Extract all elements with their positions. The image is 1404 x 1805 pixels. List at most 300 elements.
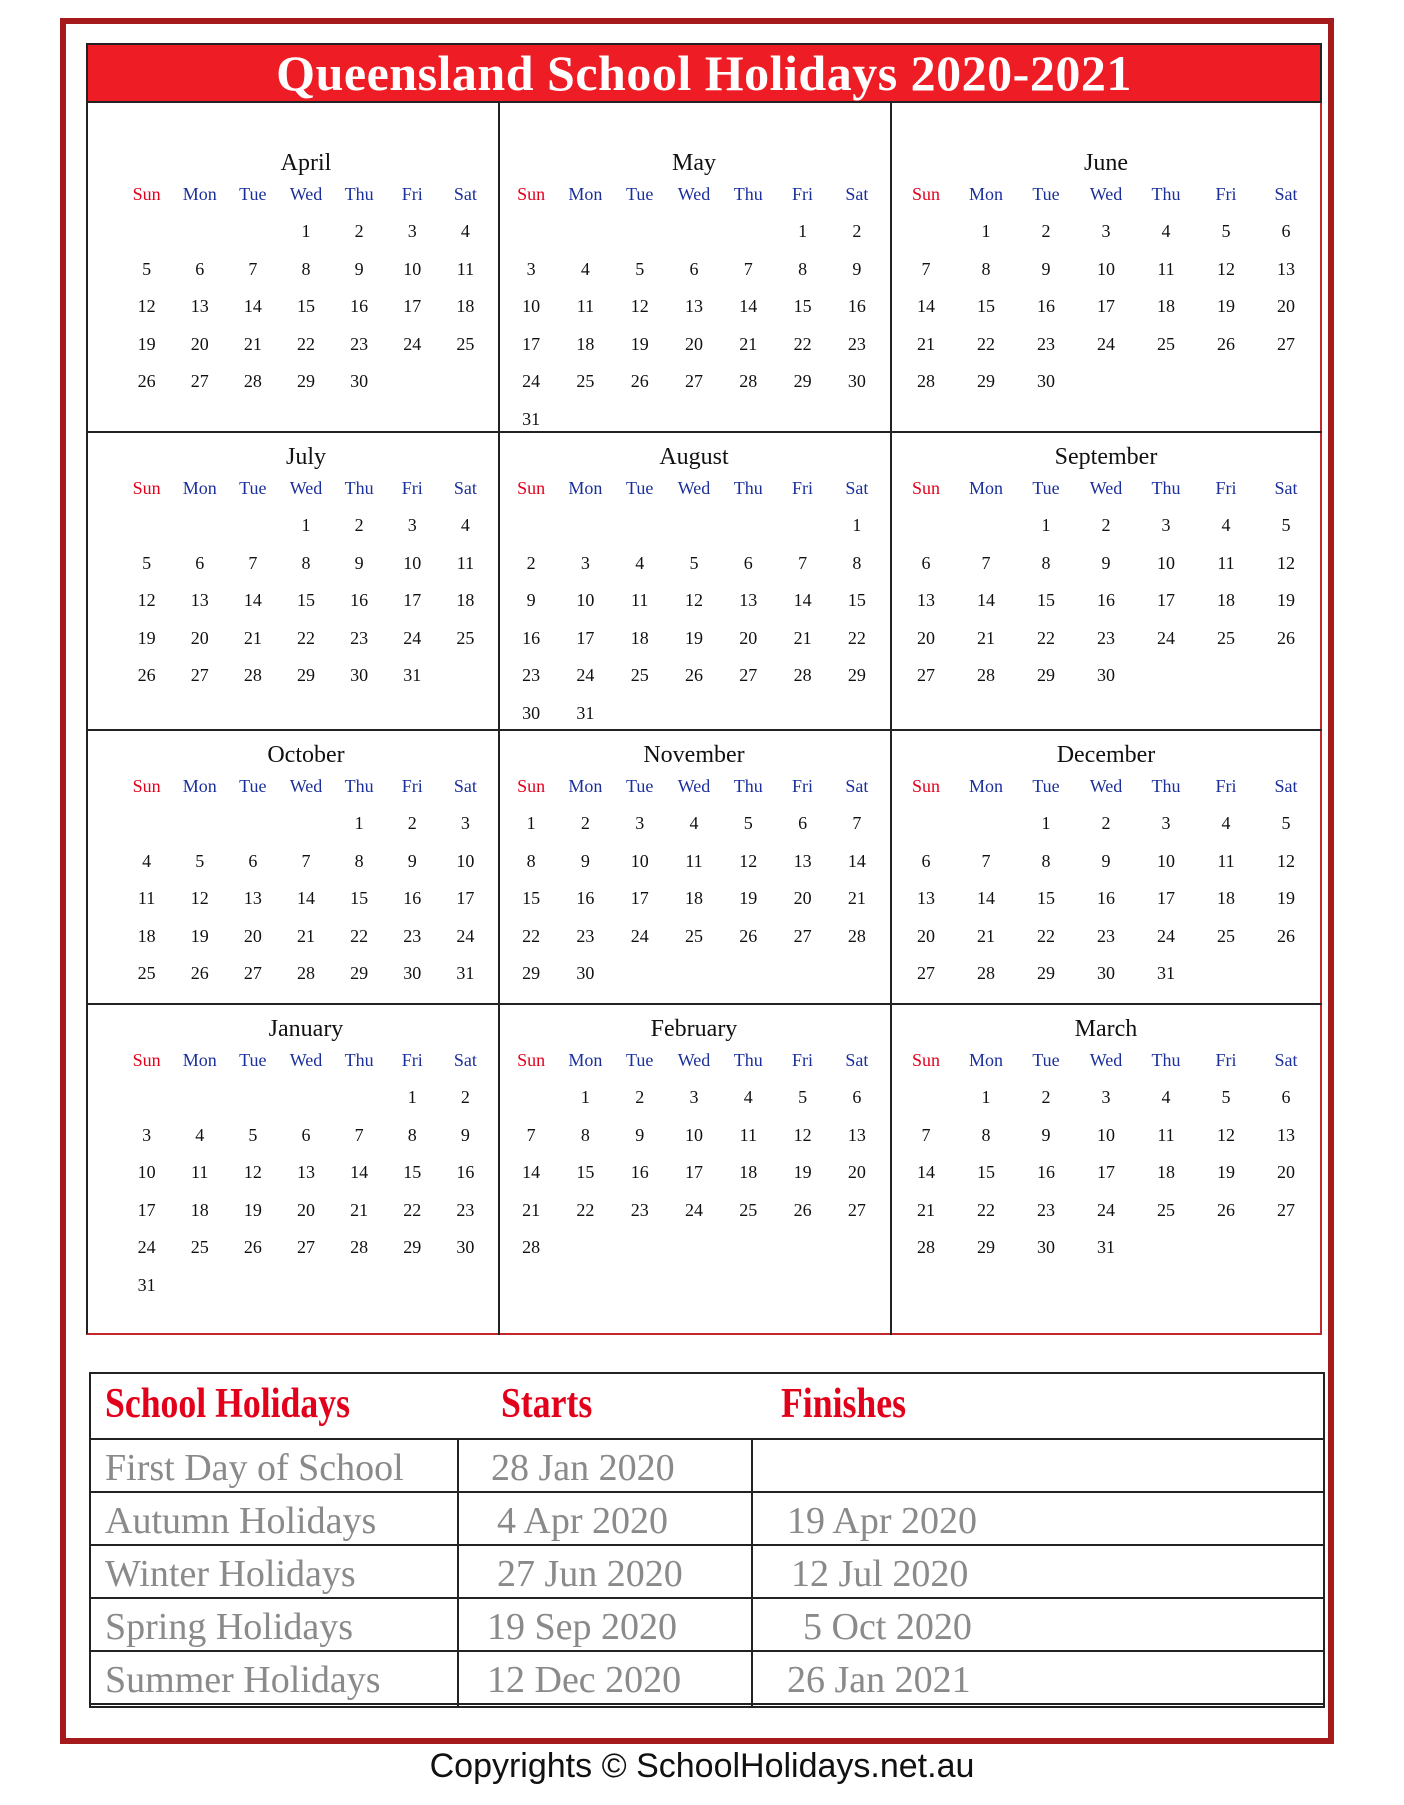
day-number: 12 xyxy=(1277,552,1295,573)
day-number: 25 xyxy=(1217,925,1235,946)
day-number: 10 xyxy=(1157,850,1175,871)
holidays-table-header xyxy=(91,1374,1323,1440)
weekday-label: Fri xyxy=(401,1050,423,1070)
weekday-label: Thu xyxy=(344,184,374,204)
day-number: 14 xyxy=(793,590,812,610)
day-number: 15 xyxy=(1037,590,1055,610)
day-number: 20 xyxy=(793,888,812,908)
day-number: 15 xyxy=(793,296,812,316)
weekday-label: Tue xyxy=(626,776,654,796)
day-number: 13 xyxy=(917,590,935,610)
empty-day xyxy=(226,216,279,254)
day-number: 10 xyxy=(1157,552,1175,573)
day-number: 18 xyxy=(456,590,475,610)
day-number: 23 xyxy=(1037,1199,1055,1220)
day-number: 30 xyxy=(1097,963,1115,983)
day-number: 4 xyxy=(1221,515,1231,535)
day-number: 4 xyxy=(142,850,152,871)
day-number: 28 xyxy=(522,1237,541,1257)
day-number: 29 xyxy=(296,665,315,685)
weekday-label: Sun xyxy=(911,184,940,204)
weekday-label: Fri xyxy=(1215,184,1237,204)
empty-day xyxy=(504,1082,558,1120)
day-number: 25 xyxy=(456,627,475,648)
day-number: 17 xyxy=(630,888,649,908)
day-number: 28 xyxy=(917,1237,935,1257)
table-row xyxy=(91,1546,1323,1599)
day-number: 17 xyxy=(403,296,422,316)
day-number: 3 xyxy=(526,258,536,279)
day-number: 28 xyxy=(296,963,315,983)
day-number: 14 xyxy=(243,296,262,316)
weekday-label: Wed xyxy=(289,478,323,498)
day-number: 7 xyxy=(921,258,931,279)
day-number: 19 xyxy=(137,333,156,354)
day-number: 5 xyxy=(635,258,645,279)
day-grid xyxy=(120,510,492,698)
day-number: 8 xyxy=(981,258,991,279)
weekday-header xyxy=(896,478,1316,499)
day-number: 27 xyxy=(684,371,703,391)
weekday-label: Fri xyxy=(401,184,423,204)
day-number: 23 xyxy=(1097,627,1115,648)
weekday-label: Thu xyxy=(344,776,374,796)
weekday-label: Sat xyxy=(845,776,869,796)
day-number: 26 xyxy=(1217,333,1235,354)
weekday-label: Sun xyxy=(132,478,161,498)
day-number: 4 xyxy=(1161,1087,1171,1107)
day-number: 12 xyxy=(1217,1124,1235,1145)
day-number: 24 xyxy=(403,333,422,354)
day-number: 31 xyxy=(1157,963,1175,983)
day-number: 8 xyxy=(981,1124,991,1145)
day-number: 4 xyxy=(1161,221,1171,241)
day-number: 27 xyxy=(190,371,209,391)
month-november xyxy=(504,742,884,1012)
day-number: 7 xyxy=(526,1124,536,1145)
holiday-name: First Day of School xyxy=(105,1447,404,1489)
day-number: 16 xyxy=(576,888,595,908)
day-number: 26 xyxy=(137,371,156,391)
day-number: 25 xyxy=(190,1237,209,1257)
page-title: Queensland School Holidays 2020-2021 xyxy=(276,45,1132,101)
table-row xyxy=(91,1599,1323,1652)
day-number: 27 xyxy=(296,1237,315,1257)
day-number: 30 xyxy=(456,1237,475,1257)
day-number: 11 xyxy=(456,258,475,279)
day-number: 26 xyxy=(684,665,703,685)
day-number: 2 xyxy=(580,813,590,833)
day-number: 15 xyxy=(403,1162,422,1182)
month-name: February xyxy=(650,1016,738,1042)
day-grid xyxy=(120,1082,492,1307)
day-number: 8 xyxy=(1041,850,1051,871)
day-number: 30 xyxy=(522,702,541,723)
weekday-label: Tue xyxy=(626,478,654,498)
weekday-label: Wed xyxy=(289,184,323,204)
day-number: 24 xyxy=(684,1199,703,1220)
day-number: 31 xyxy=(576,702,595,723)
day-number: 17 xyxy=(1097,296,1115,316)
day-number: 8 xyxy=(852,552,862,573)
day-number: 6 xyxy=(248,850,258,871)
day-number: 22 xyxy=(296,333,315,354)
day-number: 30 xyxy=(350,371,369,391)
day-number: 21 xyxy=(243,627,262,648)
table-row xyxy=(91,1440,1323,1493)
day-grid xyxy=(896,1082,1316,1270)
weekday-label: Thu xyxy=(733,478,763,498)
day-number: 15 xyxy=(977,296,995,316)
day-number: 25 xyxy=(456,333,475,354)
day-number: 12 xyxy=(684,590,703,610)
empty-day xyxy=(613,216,667,254)
day-number: 23 xyxy=(1097,925,1115,946)
day-number: 29 xyxy=(793,371,812,391)
weekday-label: Tue xyxy=(239,478,267,498)
day-number: 4 xyxy=(195,1124,205,1145)
day-number: 29 xyxy=(296,371,315,391)
day-number: 29 xyxy=(847,665,866,685)
day-number: 29 xyxy=(350,963,369,983)
weekday-label: Sun xyxy=(911,478,940,498)
weekday-label: Sun xyxy=(132,776,161,796)
day-number: 9 xyxy=(354,552,364,573)
table-col-divider-2 xyxy=(751,1440,753,1706)
weekday-label: Sun xyxy=(132,1050,161,1070)
day-number: 20 xyxy=(243,925,262,946)
month-january xyxy=(120,1016,492,1295)
weekday-header xyxy=(504,1050,884,1071)
day-number: 1 xyxy=(1041,515,1051,535)
day-number: 3 xyxy=(407,515,417,535)
weekday-label: Sun xyxy=(517,478,546,498)
empty-day xyxy=(279,1082,332,1120)
day-number: 10 xyxy=(630,850,649,871)
day-number: 27 xyxy=(190,665,209,685)
day-number: 11 xyxy=(576,296,595,316)
day-number: 30 xyxy=(1037,371,1055,391)
weekday-label: Thu xyxy=(1151,184,1181,204)
day-number: 19 xyxy=(137,627,156,648)
day-number: 23 xyxy=(576,925,595,946)
day-number: 19 xyxy=(630,333,649,354)
day-number: 7 xyxy=(981,850,991,871)
day-number: 17 xyxy=(1157,590,1175,610)
month-july xyxy=(120,444,492,714)
weekday-header xyxy=(896,776,1316,797)
day-number: 10 xyxy=(456,850,475,871)
day-grid xyxy=(896,510,1316,698)
header-finishes: Finishes xyxy=(781,1381,906,1427)
day-number: 9 xyxy=(1041,1124,1051,1145)
weekday-label: Tue xyxy=(626,184,654,204)
day-number: 29 xyxy=(1037,963,1055,983)
day-number: 8 xyxy=(354,850,364,871)
day-number: 19 xyxy=(739,888,758,908)
weekday-label: Thu xyxy=(1151,1050,1181,1070)
weekday-label: Sat xyxy=(845,1050,869,1070)
weekday-label: Sat xyxy=(1274,776,1298,796)
day-number: 4 xyxy=(460,221,470,241)
day-number: 22 xyxy=(977,1199,995,1220)
day-number: 2 xyxy=(635,1087,645,1107)
day-number: 18 xyxy=(1217,590,1235,610)
day-number: 18 xyxy=(739,1162,758,1182)
day-number: 16 xyxy=(847,296,866,316)
day-number: 11 xyxy=(1157,258,1175,279)
weekday-label: Mon xyxy=(182,776,217,796)
day-number: 2 xyxy=(354,221,364,241)
day-number: 9 xyxy=(460,1124,470,1145)
day-number: 20 xyxy=(1277,1162,1295,1182)
day-number: 14 xyxy=(917,1162,935,1182)
weekday-label: Wed xyxy=(677,776,711,796)
day-number: 31 xyxy=(403,665,422,685)
weekday-header xyxy=(120,478,492,499)
day-number: 5 xyxy=(743,813,753,833)
day-number: 15 xyxy=(1037,888,1055,908)
day-number: 11 xyxy=(1217,850,1235,871)
day-number: 8 xyxy=(301,258,311,279)
day-number: 20 xyxy=(296,1199,315,1220)
weekday-label: Thu xyxy=(733,184,763,204)
day-number: 20 xyxy=(739,627,758,648)
day-number: 7 xyxy=(981,552,991,573)
day-number: 26 xyxy=(1217,1199,1235,1220)
day-number: 13 xyxy=(190,590,209,610)
day-number: 25 xyxy=(630,665,649,685)
day-number: 2 xyxy=(1101,515,1111,535)
day-number: 17 xyxy=(1157,888,1175,908)
day-number: 29 xyxy=(977,371,995,391)
day-number: 3 xyxy=(1161,515,1171,535)
day-number: 4 xyxy=(635,552,645,573)
day-number: 26 xyxy=(739,925,758,946)
day-number: 19 xyxy=(1217,1162,1235,1182)
day-number: 19 xyxy=(684,627,703,648)
day-number: 7 xyxy=(301,850,311,871)
weekday-header xyxy=(120,1050,492,1071)
day-number: 1 xyxy=(1041,813,1051,833)
empty-day xyxy=(226,808,279,846)
day-number: 20 xyxy=(190,627,209,648)
day-number: 19 xyxy=(1277,590,1295,610)
day-number: 13 xyxy=(243,888,262,908)
day-number: 19 xyxy=(190,925,209,946)
day-number: 28 xyxy=(917,371,935,391)
day-number: 27 xyxy=(1277,333,1295,354)
day-number: 6 xyxy=(798,813,808,833)
holiday-name: Spring Holidays xyxy=(105,1606,354,1648)
day-number: 26 xyxy=(630,371,649,391)
day-number: 5 xyxy=(1281,515,1291,535)
day-number: 24 xyxy=(456,925,475,946)
day-number: 17 xyxy=(576,627,595,648)
day-number: 23 xyxy=(350,333,369,354)
day-number: 27 xyxy=(917,963,935,983)
day-number: 24 xyxy=(1097,333,1115,354)
day-number: 13 xyxy=(793,850,812,871)
month-december xyxy=(896,742,1316,1012)
day-number: 3 xyxy=(580,552,590,573)
weekday-label: Sun xyxy=(911,776,940,796)
day-number: 13 xyxy=(739,590,758,610)
day-number: 9 xyxy=(1101,850,1111,871)
weekday-label: Sat xyxy=(845,478,869,498)
day-number: 22 xyxy=(977,333,995,354)
day-number: 11 xyxy=(1157,1124,1175,1145)
weekday-label: Sat xyxy=(1274,184,1298,204)
day-grid xyxy=(504,510,884,735)
day-number: 17 xyxy=(137,1199,156,1220)
weekday-label: Wed xyxy=(1089,1050,1123,1070)
day-number: 1 xyxy=(852,515,862,535)
day-number: 21 xyxy=(847,888,866,908)
day-number: 16 xyxy=(1097,590,1115,610)
weekday-label: Fri xyxy=(792,184,814,204)
day-number: 20 xyxy=(684,333,703,354)
day-number: 15 xyxy=(977,1162,995,1182)
day-number: 24 xyxy=(630,925,649,946)
day-number: 23 xyxy=(847,333,866,354)
weekday-label: Sat xyxy=(453,478,477,498)
day-grid xyxy=(504,216,884,441)
day-number: 2 xyxy=(354,515,364,535)
day-number: 20 xyxy=(917,627,935,648)
day-number: 12 xyxy=(1277,850,1295,871)
day-number: 29 xyxy=(403,1237,422,1257)
weekday-label: Sat xyxy=(453,776,477,796)
day-number: 16 xyxy=(1097,888,1115,908)
day-number: 12 xyxy=(739,850,758,871)
day-number: 21 xyxy=(917,333,935,354)
weekday-label: Fri xyxy=(792,478,814,498)
empty-day xyxy=(721,216,775,254)
day-number: 3 xyxy=(1101,1087,1111,1107)
weekday-label: Mon xyxy=(182,184,217,204)
day-number: 21 xyxy=(917,1199,935,1220)
weekday-label: Sat xyxy=(1274,1050,1298,1070)
day-number: 9 xyxy=(852,258,862,279)
day-number: 27 xyxy=(243,963,262,983)
day-number: 3 xyxy=(635,813,645,833)
day-number: 22 xyxy=(296,627,315,648)
day-number: 28 xyxy=(977,665,995,685)
empty-day xyxy=(956,510,1016,548)
day-number: 20 xyxy=(917,925,935,946)
empty-day xyxy=(504,216,558,254)
holiday-start: 19 Sep 2020 xyxy=(487,1606,677,1648)
day-number: 10 xyxy=(684,1124,703,1145)
empty-day xyxy=(120,510,173,548)
day-number: 16 xyxy=(456,1162,475,1182)
day-number: 15 xyxy=(296,590,315,610)
weekday-label: Thu xyxy=(344,1050,374,1070)
day-number: 17 xyxy=(403,590,422,610)
day-number: 10 xyxy=(403,258,422,279)
day-number: 5 xyxy=(142,552,152,573)
empty-day xyxy=(173,510,226,548)
day-number: 24 xyxy=(1157,627,1175,648)
day-number: 18 xyxy=(1157,1162,1175,1182)
day-number: 9 xyxy=(580,850,590,871)
table-row xyxy=(91,1652,1323,1705)
day-grid xyxy=(504,808,884,996)
day-number: 3 xyxy=(1161,813,1171,833)
weekday-label: Sat xyxy=(1274,478,1298,498)
day-number: 22 xyxy=(847,627,866,648)
day-grid xyxy=(896,808,1316,996)
grid-divider-v1 xyxy=(498,103,500,1335)
month-october xyxy=(120,742,492,1012)
empty-day xyxy=(896,510,956,548)
day-number: 7 xyxy=(798,552,808,573)
day-number: 7 xyxy=(743,258,753,279)
weekday-label: Sun xyxy=(517,776,546,796)
day-grid xyxy=(120,216,492,404)
empty-day xyxy=(558,216,612,254)
day-number: 6 xyxy=(921,850,931,871)
weekday-label: Tue xyxy=(1032,184,1060,204)
empty-day xyxy=(667,510,721,548)
day-number: 2 xyxy=(1041,1087,1051,1107)
day-number: 19 xyxy=(243,1199,262,1220)
empty-day xyxy=(896,216,956,254)
day-number: 11 xyxy=(739,1124,757,1145)
day-number: 18 xyxy=(1217,888,1235,908)
header-starts: Starts xyxy=(501,1381,593,1427)
day-number: 13 xyxy=(296,1162,315,1182)
day-number: 16 xyxy=(522,627,541,648)
day-number: 2 xyxy=(526,552,536,573)
weekday-label: Mon xyxy=(568,1050,603,1070)
day-number: 1 xyxy=(526,813,536,833)
day-number: 4 xyxy=(460,515,470,535)
day-number: 9 xyxy=(354,258,364,279)
day-number: 20 xyxy=(847,1162,866,1182)
day-number: 23 xyxy=(1037,333,1055,354)
day-number: 2 xyxy=(460,1087,470,1107)
day-number: 23 xyxy=(403,925,422,946)
holiday-finish: 19 Apr 2020 xyxy=(787,1500,977,1542)
day-number: 27 xyxy=(1277,1199,1295,1220)
day-number: 21 xyxy=(977,925,995,946)
day-number: 18 xyxy=(456,296,475,316)
empty-day xyxy=(173,1082,226,1120)
month-name: September xyxy=(1054,444,1158,470)
day-number: 28 xyxy=(243,665,262,685)
day-number: 9 xyxy=(526,590,536,610)
day-number: 24 xyxy=(137,1237,156,1257)
day-number: 26 xyxy=(1277,925,1295,946)
weekday-label: Mon xyxy=(968,1050,1003,1070)
holidays-table xyxy=(89,1372,1325,1708)
day-number: 28 xyxy=(977,963,995,983)
day-number: 17 xyxy=(456,888,475,908)
day-number: 10 xyxy=(1097,1124,1115,1145)
day-number: 8 xyxy=(798,258,808,279)
day-number: 14 xyxy=(739,296,758,316)
weekday-label: Tue xyxy=(239,184,267,204)
day-number: 10 xyxy=(137,1162,156,1182)
day-number: 4 xyxy=(743,1087,753,1107)
day-grid xyxy=(120,808,492,996)
day-number: 24 xyxy=(1157,925,1175,946)
day-number: 9 xyxy=(1101,552,1111,573)
day-number: 11 xyxy=(456,552,475,573)
weekday-label: Thu xyxy=(733,776,763,796)
